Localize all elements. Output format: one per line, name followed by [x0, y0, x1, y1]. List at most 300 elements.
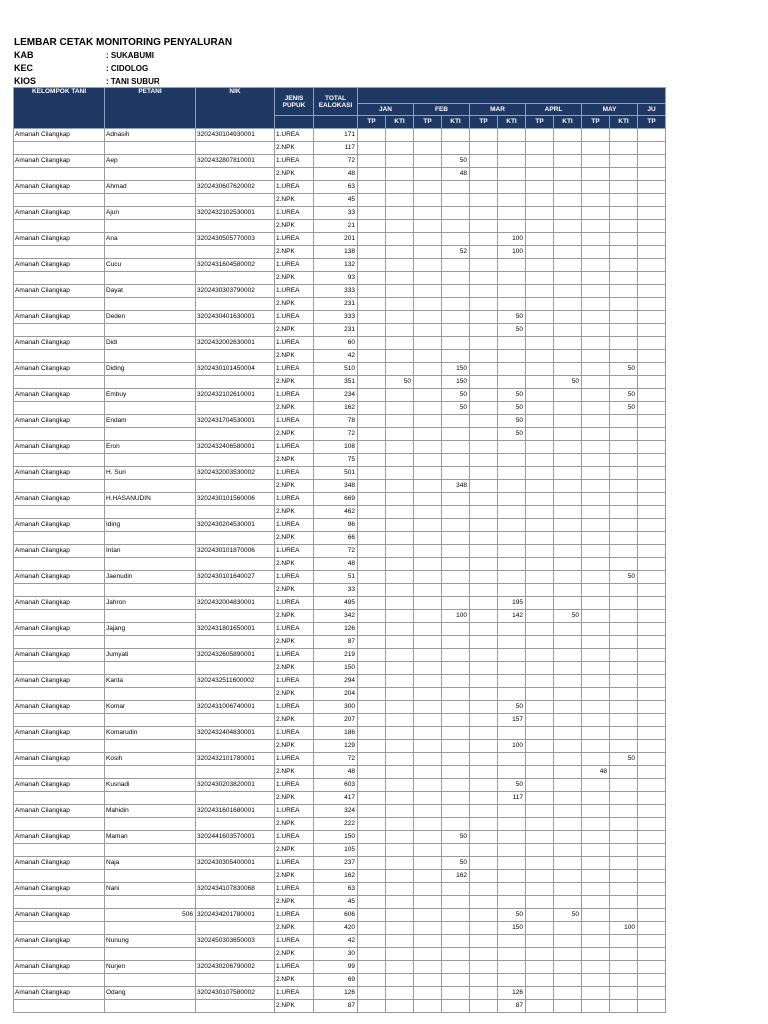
table-row: [14, 896, 666, 909]
month-value-cell: [442, 129, 470, 142]
month-value-cell: [470, 675, 498, 688]
month-value-cell: 126: [498, 987, 526, 1000]
month-value-cell: [470, 545, 498, 558]
kelompok-cell: Amanah Cilangkap: [14, 285, 105, 298]
jenis-cell: 2.NPK: [275, 922, 314, 935]
month-value-cell: [498, 532, 526, 545]
kelompok-cell: [14, 168, 105, 181]
month-value-cell: [610, 818, 638, 831]
total-cell: 222: [314, 818, 358, 831]
sub-col-tp: TP: [470, 116, 498, 129]
total-cell: 201: [314, 233, 358, 246]
jenis-cell: 1.UREA: [275, 831, 314, 844]
table-row: [14, 792, 666, 805]
kelompok-cell: Amanah Cilangkap: [14, 779, 105, 792]
total-cell: 162: [314, 402, 358, 415]
month-value-cell: [442, 779, 470, 792]
month-value-cell: [386, 896, 414, 909]
month-value-cell: [582, 675, 610, 688]
kios-value: : TANI SUBUR: [106, 77, 160, 86]
month-value-cell: [582, 857, 610, 870]
nik-cell: 3202430203820001: [196, 779, 275, 792]
kelompok-cell: [14, 1000, 105, 1013]
month-value-cell: [638, 584, 666, 597]
month-value-cell: [498, 766, 526, 779]
month-value-cell: [526, 545, 554, 558]
month-value-cell: [554, 623, 582, 636]
total-cell: 219: [314, 649, 358, 662]
month-value-cell: [386, 753, 414, 766]
month-value-cell: [582, 298, 610, 311]
month-value-cell: [386, 974, 414, 987]
month-value-cell: [470, 818, 498, 831]
month-value-cell: [358, 831, 386, 844]
kelompok-cell: Amanah Cilangkap: [14, 493, 105, 506]
total-cell: 231: [314, 298, 358, 311]
month-value-cell: [554, 285, 582, 298]
month-value-cell: [582, 948, 610, 961]
month-value-cell: [526, 675, 554, 688]
month-value-cell: [358, 168, 386, 181]
month-value-cell: [582, 805, 610, 818]
kelompok-cell: Amanah Cilangkap: [14, 519, 105, 532]
table-header: [14, 88, 666, 129]
month-value-cell: [526, 961, 554, 974]
month-value-cell: [358, 246, 386, 259]
month-value-cell: [358, 480, 386, 493]
jenis-cell: 2.NPK: [275, 870, 314, 883]
month-value-cell: [358, 896, 386, 909]
petani-cell: [105, 766, 196, 779]
month-value-cell: [414, 818, 442, 831]
month-value-cell: [554, 532, 582, 545]
month-value-cell: [414, 506, 442, 519]
month-value-cell: [414, 870, 442, 883]
nik-cell: 3202432404830001: [196, 727, 275, 740]
table-row: [14, 935, 666, 948]
jenis-cell: 1.UREA: [275, 363, 314, 376]
month-value-cell: [470, 987, 498, 1000]
month-value-cell: 50: [610, 363, 638, 376]
jenis-cell: 1.UREA: [275, 909, 314, 922]
kelompok-cell: Amanah Cilangkap: [14, 831, 105, 844]
petani-cell: Ajun: [105, 207, 196, 220]
month-value-cell: [610, 480, 638, 493]
kelompok-cell: [14, 792, 105, 805]
sub-col-kti: KTI: [442, 116, 470, 129]
month-value-cell: [470, 558, 498, 571]
month-value-cell: [498, 844, 526, 857]
month-value-cell: [526, 753, 554, 766]
month-value-cell: [526, 155, 554, 168]
month-value-cell: [414, 441, 442, 454]
month-value-cell: [442, 337, 470, 350]
table-row: [14, 194, 666, 207]
nik-cell: [196, 818, 275, 831]
month-value-cell: [610, 428, 638, 441]
month-value-cell: [638, 402, 666, 415]
month-value-cell: [526, 688, 554, 701]
table-row: [14, 415, 666, 428]
month-value-cell: [582, 363, 610, 376]
total-cell: 105: [314, 844, 358, 857]
kelompok-cell: Amanah Cilangkap: [14, 597, 105, 610]
table-row: [14, 506, 666, 519]
nik-cell: [196, 844, 275, 857]
month-value-cell: [442, 961, 470, 974]
month-value-cell: [442, 194, 470, 207]
month-value-cell: [414, 935, 442, 948]
month-value-cell: 50: [498, 415, 526, 428]
total-cell: 30: [314, 948, 358, 961]
table-row: [14, 623, 666, 636]
total-cell: 117: [314, 142, 358, 155]
month-value-cell: [638, 246, 666, 259]
month-value-cell: [470, 415, 498, 428]
month-value-cell: [414, 194, 442, 207]
month-value-cell: 50: [498, 428, 526, 441]
month-value-cell: [638, 532, 666, 545]
nik-cell: [196, 558, 275, 571]
jenis-cell: 1.UREA: [275, 415, 314, 428]
month-value-cell: [442, 272, 470, 285]
month-value-cell: [470, 389, 498, 402]
month-value-cell: [610, 311, 638, 324]
month-value-cell: [582, 519, 610, 532]
month-value-cell: [358, 662, 386, 675]
month-value-cell: [638, 129, 666, 142]
month-value-cell: [386, 688, 414, 701]
month-value-cell: 50: [442, 857, 470, 870]
nik-cell: 3202431604580002: [196, 259, 275, 272]
month-value-cell: [386, 649, 414, 662]
table-row: [14, 155, 666, 168]
month-value-cell: [554, 506, 582, 519]
month-value-cell: [554, 207, 582, 220]
total-cell: 42: [314, 935, 358, 948]
month-value-cell: [638, 415, 666, 428]
month-value-cell: [498, 545, 526, 558]
table-row: [14, 259, 666, 272]
month-value-cell: [498, 350, 526, 363]
month-value-cell: [470, 727, 498, 740]
month-value-cell: [414, 324, 442, 337]
month-value-cell: [610, 506, 638, 519]
month-value-cell: [610, 376, 638, 389]
month-value-cell: [526, 324, 554, 337]
table-row: [14, 311, 666, 324]
sub-col-tp: TP: [526, 116, 554, 129]
nik-cell: [196, 870, 275, 883]
month-value-cell: [442, 805, 470, 818]
month-value-cell: [582, 350, 610, 363]
month-value-cell: [386, 870, 414, 883]
nik-cell: 3202432002630001: [196, 337, 275, 350]
month-value-cell: [358, 922, 386, 935]
jenis-cell: 2.NPK: [275, 896, 314, 909]
month-value-cell: [526, 974, 554, 987]
jenis-cell: 2.NPK: [275, 948, 314, 961]
month-value-cell: [638, 571, 666, 584]
month-value-cell: [582, 610, 610, 623]
month-value-cell: [442, 766, 470, 779]
kec-row: [14, 62, 374, 75]
nik-cell: [196, 168, 275, 181]
month-value-cell: [498, 870, 526, 883]
nik-cell: [196, 974, 275, 987]
month-value-cell: [526, 233, 554, 246]
month-value-cell: [582, 623, 610, 636]
petani-cell: 506: [105, 909, 196, 922]
month-value-cell: 348: [442, 480, 470, 493]
month-value-cell: [526, 883, 554, 896]
month-value-cell: [554, 246, 582, 259]
month-value-cell: [386, 532, 414, 545]
jenis-cell: 1.UREA: [275, 155, 314, 168]
petani-cell: [105, 480, 196, 493]
month-value-cell: [582, 649, 610, 662]
nik-cell: [196, 1000, 275, 1013]
month-value-cell: 50: [498, 324, 526, 337]
month-value-cell: [610, 883, 638, 896]
jenis-cell: 1.UREA: [275, 597, 314, 610]
sub-col-kti: KTI: [386, 116, 414, 129]
petani-cell: [105, 532, 196, 545]
month-value-cell: [358, 675, 386, 688]
month-value-cell: [610, 155, 638, 168]
month-value-cell: [526, 246, 554, 259]
month-value-cell: [414, 779, 442, 792]
month-value-cell: [498, 974, 526, 987]
month-value-cell: [638, 974, 666, 987]
month-value-cell: [554, 675, 582, 688]
month-value-cell: [442, 428, 470, 441]
month-value-cell: [554, 441, 582, 454]
total-cell: 231: [314, 324, 358, 337]
jenis-cell: 1.UREA: [275, 675, 314, 688]
table-row: [14, 324, 666, 337]
table-row: [14, 727, 666, 740]
month-value-cell: [582, 662, 610, 675]
petani-cell: [105, 246, 196, 259]
month-value-cell: [582, 779, 610, 792]
jenis-cell: 1.UREA: [275, 571, 314, 584]
nik-cell: 3202441603570001: [196, 831, 275, 844]
nik-cell: [196, 532, 275, 545]
month-value-cell: [610, 532, 638, 545]
month-value-cell: [386, 922, 414, 935]
jenis-cell: 2.NPK: [275, 272, 314, 285]
table-row: [14, 428, 666, 441]
table-row: [14, 909, 666, 922]
month-value-cell: [526, 766, 554, 779]
month-value-cell: [470, 454, 498, 467]
month-value-cell: [386, 818, 414, 831]
table-row: [14, 753, 666, 766]
month-value-cell: [638, 636, 666, 649]
nik-cell: 3202430104930001: [196, 129, 275, 142]
month-value-cell: [442, 467, 470, 480]
kelompok-cell: Amanah Cilangkap: [14, 467, 105, 480]
month-value-cell: [526, 402, 554, 415]
month-value-cell: [610, 701, 638, 714]
total-cell: 48: [314, 168, 358, 181]
col-total: TOTAL EALOKASI: [314, 88, 358, 116]
month-value-cell: [638, 597, 666, 610]
kelompok-cell: [14, 428, 105, 441]
month-value-cell: [582, 493, 610, 506]
total-cell: 171: [314, 129, 358, 142]
month-value-cell: [498, 129, 526, 142]
month-value-cell: [414, 987, 442, 1000]
month-value-cell: [498, 623, 526, 636]
month-value-cell: [386, 961, 414, 974]
petani-cell: [105, 948, 196, 961]
month-value-cell: [610, 597, 638, 610]
month-value-cell: [386, 727, 414, 740]
petani-cell: [105, 506, 196, 519]
month-value-cell: [638, 844, 666, 857]
month-value-cell: [498, 558, 526, 571]
month-value-cell: [414, 610, 442, 623]
month-value-cell: [470, 805, 498, 818]
jenis-cell: 2.NPK: [275, 974, 314, 987]
month-value-cell: [554, 649, 582, 662]
nik-cell: 3202432102530001: [196, 207, 275, 220]
month-value-cell: [442, 532, 470, 545]
month-value-cell: [498, 818, 526, 831]
month-value-cell: [526, 389, 554, 402]
month-value-cell: [610, 714, 638, 727]
month-value-cell: [470, 506, 498, 519]
petani-cell: [105, 844, 196, 857]
month-value-cell: [470, 168, 498, 181]
total-cell: 51: [314, 571, 358, 584]
month-value-cell: [442, 220, 470, 233]
month-value-cell: [470, 701, 498, 714]
total-cell: 417: [314, 792, 358, 805]
month-value-cell: [638, 818, 666, 831]
month-value-cell: [582, 428, 610, 441]
month-value-cell: [526, 168, 554, 181]
month-value-cell: [358, 285, 386, 298]
total-cell: 21: [314, 220, 358, 233]
nik-cell: [196, 948, 275, 961]
total-cell: 162: [314, 870, 358, 883]
month-value-cell: [610, 961, 638, 974]
month-value-cell: [470, 311, 498, 324]
month-value-cell: [498, 571, 526, 584]
kelompok-cell: [14, 298, 105, 311]
kelompok-cell: [14, 896, 105, 909]
month-value-cell: [386, 1000, 414, 1013]
month-value-cell: [498, 805, 526, 818]
month-value-cell: [526, 987, 554, 1000]
sub-col-kti: KTI: [554, 116, 582, 129]
month-value-cell: [414, 480, 442, 493]
month-value-cell: [554, 896, 582, 909]
month-value-cell: [582, 961, 610, 974]
month-value-cell: [386, 220, 414, 233]
month-value-cell: [582, 974, 610, 987]
kab-value: : SUKABUMI: [106, 51, 154, 60]
kelompok-cell: [14, 688, 105, 701]
nik-cell: 3202434201780001: [196, 909, 275, 922]
month-value-cell: [386, 883, 414, 896]
total-cell: 132: [314, 259, 358, 272]
month-value-cell: [358, 688, 386, 701]
month-value-cell: [442, 636, 470, 649]
petani-cell: Adnasih: [105, 129, 196, 142]
kelompok-cell: [14, 220, 105, 233]
month-value-cell: [554, 168, 582, 181]
kelompok-cell: Amanah Cilangkap: [14, 753, 105, 766]
month-value-cell: [386, 350, 414, 363]
table-row: [14, 532, 666, 545]
table-row: [14, 558, 666, 571]
nik-cell: [196, 922, 275, 935]
month-value-cell: [638, 324, 666, 337]
month-value-cell: [554, 311, 582, 324]
nik-cell: 3202432807810001: [196, 155, 275, 168]
jenis-cell: 2.NPK: [275, 714, 314, 727]
month-value-cell: [470, 649, 498, 662]
month-value-cell: [386, 181, 414, 194]
kab-label: KAB: [14, 50, 34, 60]
month-value-cell: [414, 142, 442, 155]
month-value-cell: 195: [498, 597, 526, 610]
kelompok-cell: [14, 662, 105, 675]
month-value-cell: [526, 857, 554, 870]
month-value-cell: [414, 532, 442, 545]
kelompok-cell: Amanah Cilangkap: [14, 727, 105, 740]
month-value-cell: [442, 571, 470, 584]
month-value-cell: 50: [498, 311, 526, 324]
month-value-cell: [526, 597, 554, 610]
nik-cell: 3202430607620002: [196, 181, 275, 194]
month-value-cell: [470, 220, 498, 233]
month-value-cell: [610, 285, 638, 298]
month-value-cell: [470, 597, 498, 610]
month-value-cell: [498, 363, 526, 376]
month-value-cell: [386, 389, 414, 402]
month-value-cell: [526, 935, 554, 948]
month-value-cell: [358, 883, 386, 896]
petani-cell: [105, 922, 196, 935]
month-value-cell: [442, 1000, 470, 1013]
jenis-cell: 1.UREA: [275, 467, 314, 480]
month-value-cell: [526, 714, 554, 727]
month-value-cell: [582, 935, 610, 948]
month-value-cell: [498, 896, 526, 909]
month-value-cell: [638, 298, 666, 311]
month-value-cell: [386, 701, 414, 714]
jenis-cell: 1.UREA: [275, 519, 314, 532]
month-value-cell: [554, 597, 582, 610]
month-value-cell: [610, 727, 638, 740]
month-value-cell: [582, 220, 610, 233]
month-value-cell: [414, 701, 442, 714]
nik-cell: 3202431006740001: [196, 701, 275, 714]
month-value-cell: [638, 896, 666, 909]
month-value-cell: [470, 714, 498, 727]
jenis-cell: 1.UREA: [275, 311, 314, 324]
month-value-cell: [638, 220, 666, 233]
petani-cell: Naja: [105, 857, 196, 870]
total-cell: 351: [314, 376, 358, 389]
month-value-cell: [554, 181, 582, 194]
month-value-cell: [386, 129, 414, 142]
